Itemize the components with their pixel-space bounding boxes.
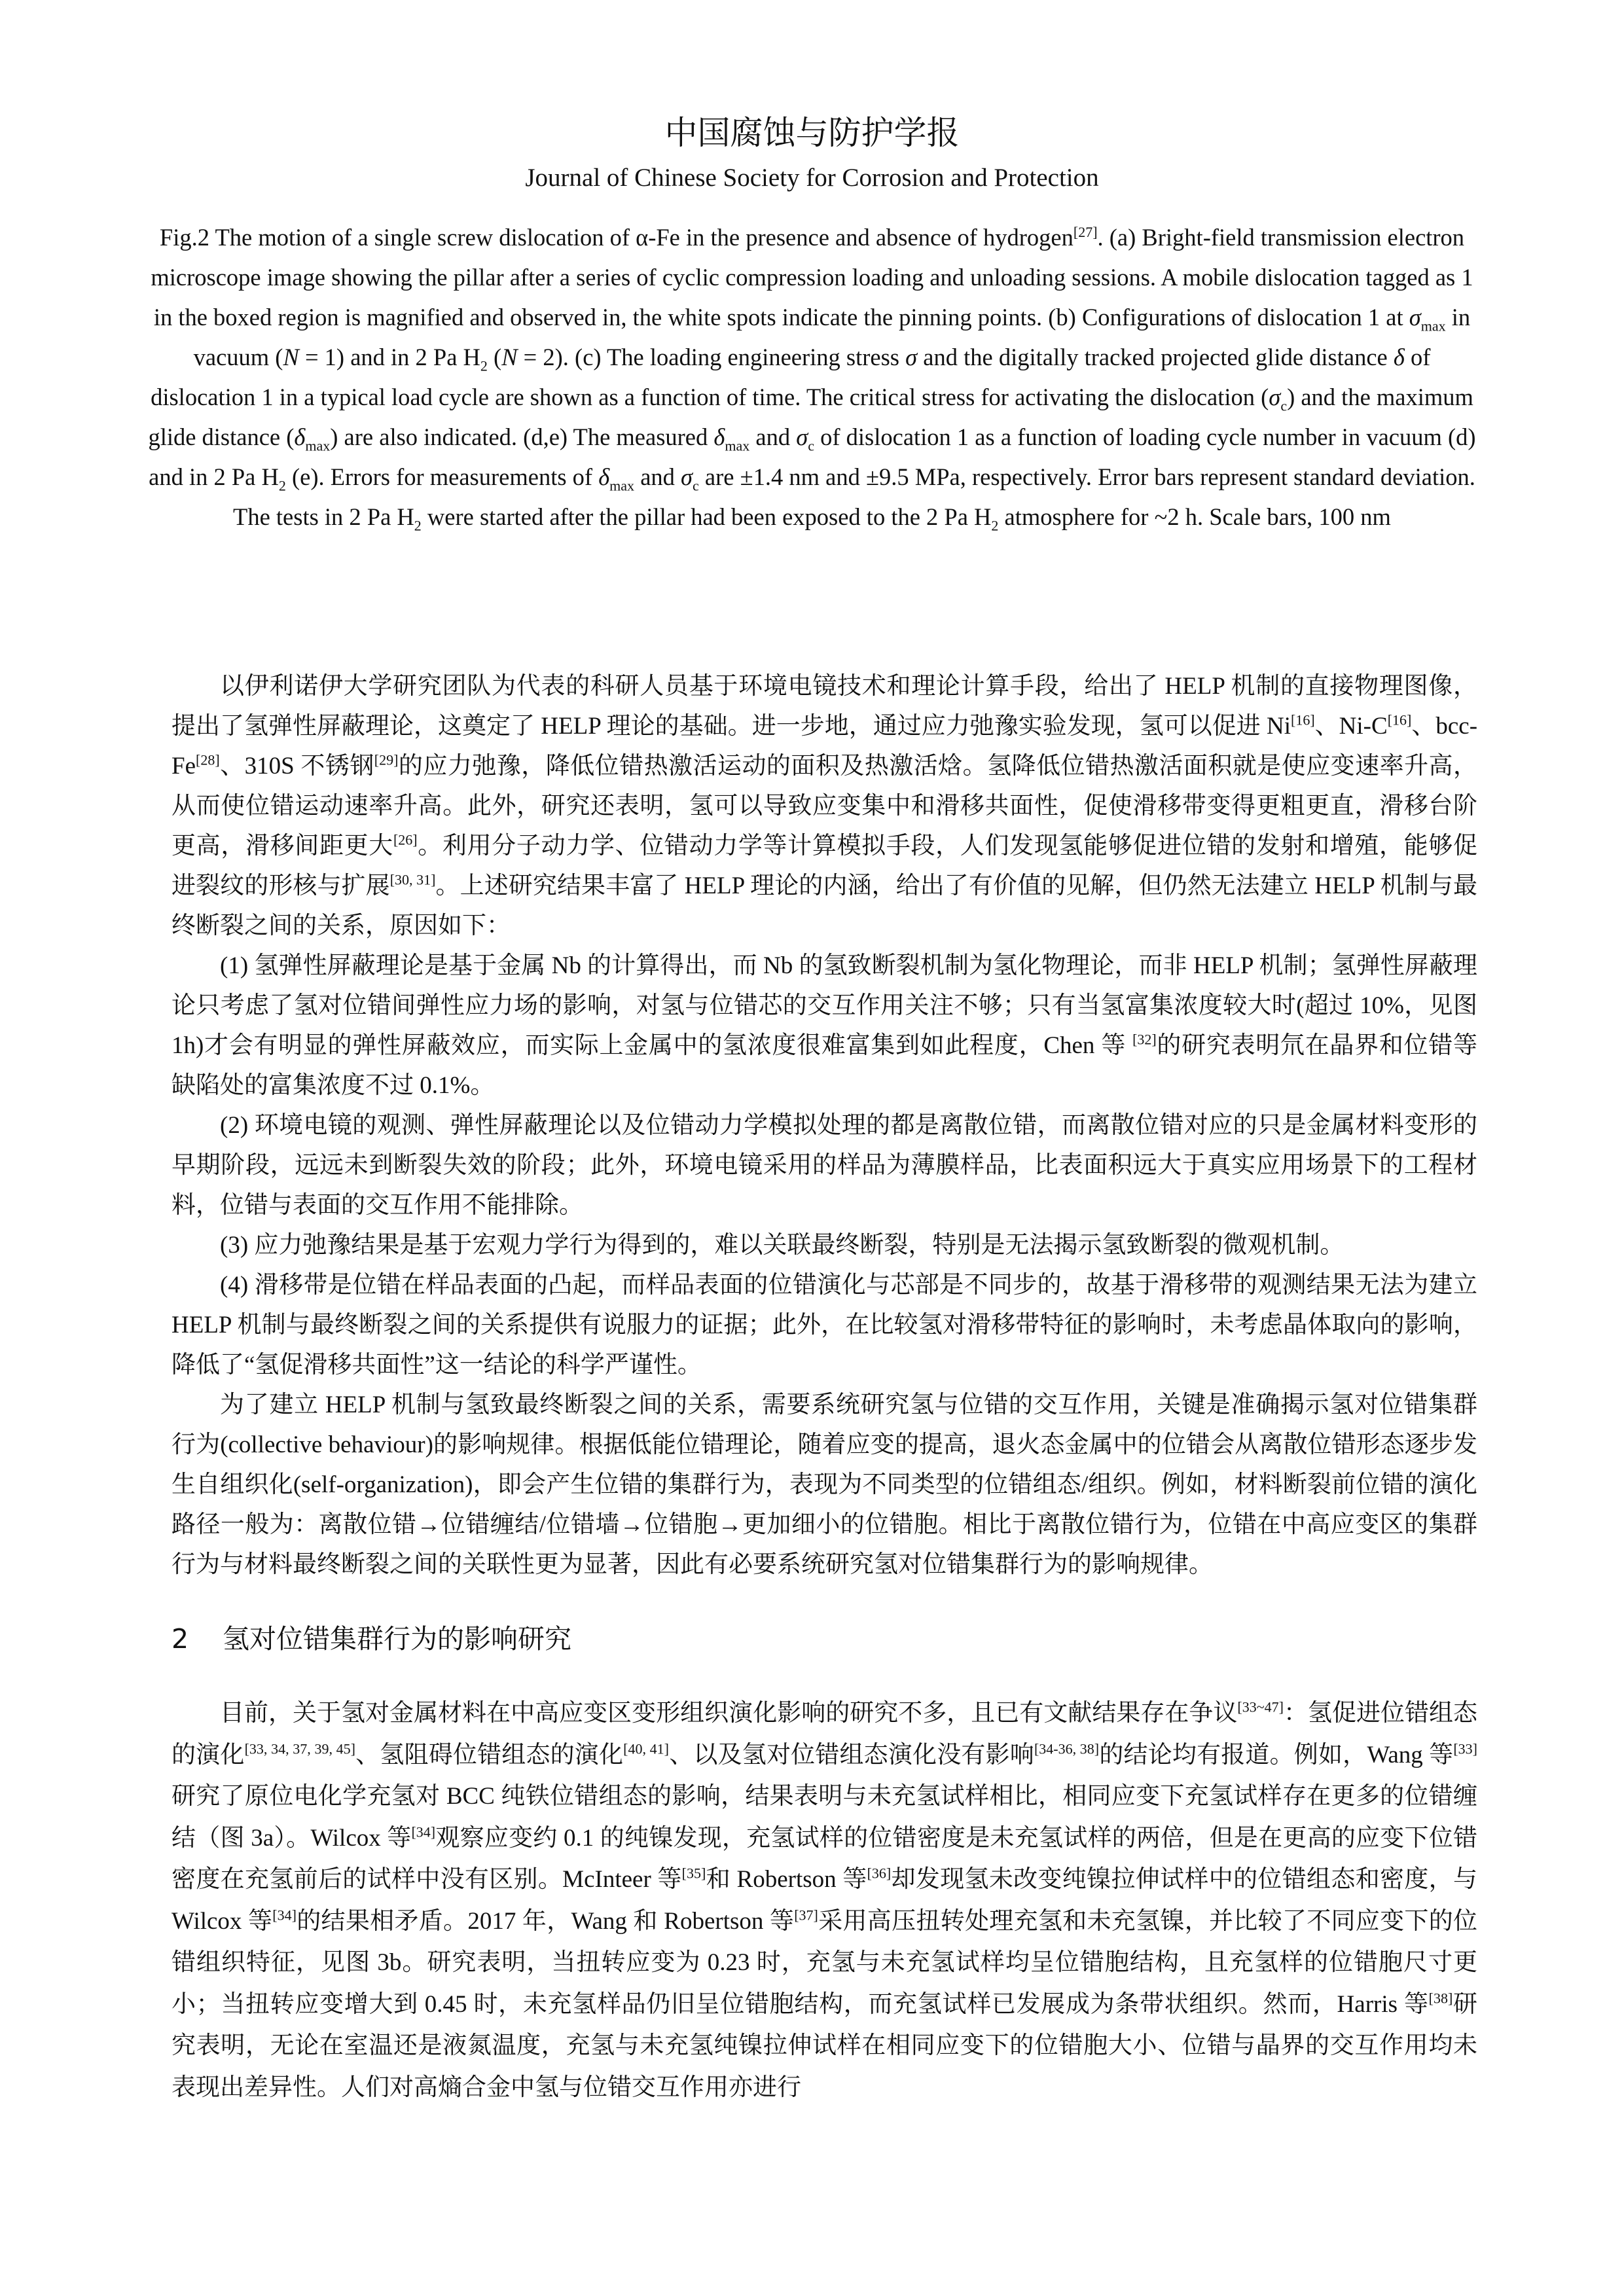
symbol: σ (1409, 304, 1421, 331)
paragraph-collective-behaviour: 为了建立 HELP 机制与氢致最终断裂之间的关系，需要系统研究氢与位错的交互作用，关键是准确揭示氢对位错集群行为(collective behaviour)的影响规律。根据低能位错理论，随着应变的提高，退火态金属中的位错会从离散位错形态逐步发生自组织化(self-organization)，即会产生位错的集群行为，表现为不同类型的位错组态/组织。例如，材料断裂前位错的演化路径一般为：离散位错→位错缠结/位错墙→位错胞→更加细小的位错胞。相比于离散位错行为，位错在中高应变区的集群行为与材料最终断裂之间的关联性更为显著，因此有必要系统研究氢对位错集群行为的影响规律。 (171, 1391, 1477, 1578)
text-run: (1) 氢弹性屏蔽理论是基于金属 Nb 的计算得出，而 Nb 的氢致断裂机制为氢化物理论，而非 HELP 机制；氢弹性屏蔽理论只考虑了氢对位错间弹性应力场的影响，对氢与位错芯的交互作用关注不够；只有当氢富集浓度较大时(超过 10%，见图 1h)才会有明显的弹性屏蔽效应，而实际上金属中的氢浓度很难富集到如此程度，Chen 等 (171, 952, 1477, 1059)
caption-text: and (634, 463, 681, 490)
subscript: max (305, 437, 331, 454)
text-run: 、310S 不锈钢 (219, 753, 374, 780)
citation: [28] (196, 751, 220, 768)
symbol: σ (905, 344, 918, 370)
caption-text: ) and the maximum glide distance ( (148, 384, 1473, 450)
citation: [33~47] (1237, 1698, 1284, 1715)
text-run: 、以及氢对位错组态演化没有影响 (669, 1741, 1034, 1768)
symbol: σ (1269, 384, 1281, 410)
caption-text: were started after the pillar had been exposed to the 2 Pa H (421, 503, 992, 530)
symbol: σ (796, 423, 808, 450)
text-run: 和 Robertson 等 (706, 1866, 867, 1893)
text-run: 的结果相矛盾。2017 年，Wang 和 Robertson 等 (296, 1907, 795, 1935)
caption-text: Fig.2 The motion of a single screw dislocation of α-Fe in the presence and absence of hydrogen (159, 224, 1074, 251)
subscript: 2 (414, 517, 422, 534)
paragraph-item-1 (171, 946, 1477, 1105)
caption-text: (e). Errors for measurements of (285, 463, 599, 490)
text-run: 目前，关于氢对金属材料在中高应变区变形组织演化影响的研究不多，且已有文献结果存在争议 (220, 1700, 1238, 1727)
caption-text: ) are also indicated. (d,e) The measured (330, 423, 714, 450)
text-run: 、bcc-Fe (171, 713, 1478, 780)
symbol: N (501, 344, 518, 370)
text-run: 。上述研究结果丰富了 HELP 理论的内涵，给出了有价值的见解，但仍然无法建立 HELP 机制与最终断裂之间的关系，原因如下： (171, 872, 1477, 939)
text-run: ：氢促进位错组态的演化 (171, 1700, 1478, 1768)
text-run: 却发现氢未改变纯镍拉伸试样中的位错组态和密度，与 Wilcox 等 (171, 1866, 1477, 1935)
citation: [34-36, 38] (1034, 1740, 1100, 1757)
subscript: max (1420, 317, 1446, 334)
citation: [27] (1073, 223, 1098, 240)
caption-text: = 1) and in 2 Pa H (298, 344, 480, 370)
text-run: 、Ni-C (1314, 713, 1388, 740)
citation: [33] (1453, 1740, 1478, 1757)
body-text-section-2 (171, 1693, 1477, 2108)
subscript: 2 (278, 477, 286, 494)
citation: [29] (374, 751, 399, 768)
symbol: δ (294, 423, 306, 450)
symbol: σ (681, 463, 693, 490)
text-run: 以伊利诺伊大学研究团队为代表的科研人员基于环境电镜技术和理论计算手段，给出了 HELP 机制的直接物理图像，提出了氢弹性屏蔽理论，这奠定了 HELP 理论的基础。进一步地，通过应力弛豫实验发现，氢可以促进 Ni (171, 673, 1477, 740)
subscript: max (725, 437, 750, 454)
caption-text: are ±1.4 nm and ±9.5 MPa, respectively. Error bars represent standard deviation. The tests in 2 Pa H (233, 463, 1475, 530)
symbol: δ (1393, 344, 1405, 370)
citation: [33, 34, 37, 39, 45] (244, 1740, 355, 1757)
caption-text: ( (487, 344, 502, 370)
symbol: N (283, 344, 299, 370)
text-run: 的研究表明氘在晶界和位错等缺陷处的富集浓度不过 0.1%。 (171, 1032, 1478, 1099)
citation: [26] (393, 831, 418, 848)
citation: [34] (272, 1907, 297, 1924)
paragraph-help-overview (171, 666, 1477, 946)
text-run: 。利用分子动力学、位错动力学等计算模拟手段，人们发现氢能够促进位错的发射和增殖，能够促进裂纹的形核与扩展 (171, 833, 1478, 899)
journal-title-en: Journal of Chinese Society for Corrosion and Protection (525, 164, 1099, 192)
section-title: 氢对位错集群行为的影响研究 (223, 1623, 571, 1655)
paragraph-item-2: (2) 环境电镜的观测、弹性屏蔽理论以及位错动力学模拟处理的都是离散位错，而离散位错对应的只是金属材料变形的早期阶段，远远未到断裂失效的阶段；此外，环境电镜采用的样品为薄膜样品，比表面积远大于真实应用场景下的工程材料，位错与表面的交互作用不能排除。 (171, 1112, 1477, 1219)
symbol: δ (713, 423, 725, 450)
text-run: 研究了原位电化学充氢对 BCC 纯铁位错组态的影响，结果表明与未充氢试样相比，相同应变下充氢试样存在更多的位错缠结（图 3a）。Wilcox 等 (171, 1783, 1477, 1852)
subscript: max (609, 477, 635, 494)
section-number: 2 (171, 1623, 189, 1655)
subscript: c (808, 437, 814, 454)
citation: [40, 41] (623, 1740, 670, 1757)
paragraph-literature-review (171, 1693, 1477, 2108)
caption-text: = 2). (c) The loading engineering stress (517, 344, 906, 370)
text-run: 的结论均有报道。例如，Wang 等 (1099, 1741, 1454, 1768)
citation: [16] (1291, 711, 1315, 728)
caption-text: atmosphere for ~2 h. Scale bars, 100 nm (998, 503, 1391, 530)
subscript: 2 (480, 357, 488, 374)
citation: [36] (867, 1865, 892, 1882)
figure-caption (147, 217, 1477, 537)
caption-text: and the digitally tracked projected glide distance (917, 344, 1394, 370)
subscript: c (693, 477, 699, 494)
body-text-section-1 (171, 666, 1477, 1585)
citation: [32] (1132, 1031, 1157, 1048)
journal-title-cn: 中国腐蚀与防护学报 (664, 114, 960, 152)
citation: [37] (794, 1907, 818, 1924)
symbol: δ (598, 463, 610, 490)
paragraph-item-3: (3) 应力弛豫结果是基于宏观力学行为得到的，难以关联最终断裂，特别是无法揭示氢致断裂的微观机制。 (220, 1232, 1344, 1259)
caption-text: in vacuum ( (193, 304, 1471, 370)
caption-text: of dislocation 1 in a typical load cycle are shown as a function of time. The critical stress for activating the dislocation ( (151, 344, 1431, 410)
text-run: 研究表明，无论在室温还是液氮温度，充氢与未充氢纯镍拉伸试样在相同应变下的位错胞大小、位错与晶界的交互作用均未表现出差异性。人们对高熵合金中氢与位错交互作用亦进行 (171, 1990, 1477, 2101)
citation: [35] (681, 1865, 706, 1882)
section-heading (171, 1619, 571, 1659)
caption-text: of dislocation 1 as a function of loading cycle number in vacuum (d) and in 2 Pa H (149, 423, 1476, 490)
subscript: 2 (991, 517, 999, 534)
citation: [30, 31] (389, 871, 436, 888)
caption-text: and (749, 423, 797, 450)
text-run: 、氢阻碍位错组态的演化 (355, 1741, 624, 1768)
paragraph-item-4: (4) 滑移带是位错在样品表面的凸起，而样品表面的位错演化与芯部是不同步的，故基于滑移带的观测结果无法为建立 HELP 机制与最终断裂之间的关系提供有说服力的证据；此外，在比较氢对滑移带特征的影响时，未考虑晶体取向的影响，降低了“氢促滑移共面性”这一结论的科学严谨性。 (171, 1272, 1477, 1378)
caption-text: . (a) Bright-field transmission electron microscope image showing the pillar after a series of cyclic compression loading and unloading sessions. A mobile dislocation tagged as 1 in the boxed region is magnified and observed in, the white spots indicate the pinning points. (b) Configurations of dislocation 1 at (151, 224, 1473, 331)
citation: [34] (411, 1823, 436, 1840)
text-run: 观察应变约 0.1 的纯镍发现，充氢试样的位错密度是未充氢试样的两倍，但是在更高的应变下位错密度在充氢前后的试样中没有区别。McInteer 等 (171, 1824, 1477, 1893)
subscript: c (1280, 397, 1288, 414)
text-run: 的应力弛豫，降低位错热激活运动的面积及热激活焓。氢降低位错热激活面积就是使应变速率升高，从而使位错运动速率升高。此外，研究还表明，氢可以导致应变集中和滑移共面性，促使滑移带变得更粗更直，滑移台阶更高，滑移间距更大 (171, 753, 1478, 859)
citation: [38] (1428, 1990, 1453, 2007)
text-run: 采用高压扭转处理充氢和未充氢镍，并比较了不同应变下的位错组织特征，见图 3b。研究表明，当扭转应变为 0.23 时，充氢与未充氢试样均呈位错胞结构，且充氢样的位错胞尺寸更小；当扭转应变增大到 0.45 时，未充氢样品仍旧呈位错胞结构，而充氢试样已发展成为条带状组织。然而，Harris 等 (171, 1907, 1477, 2018)
citation: [16] (1387, 711, 1412, 728)
